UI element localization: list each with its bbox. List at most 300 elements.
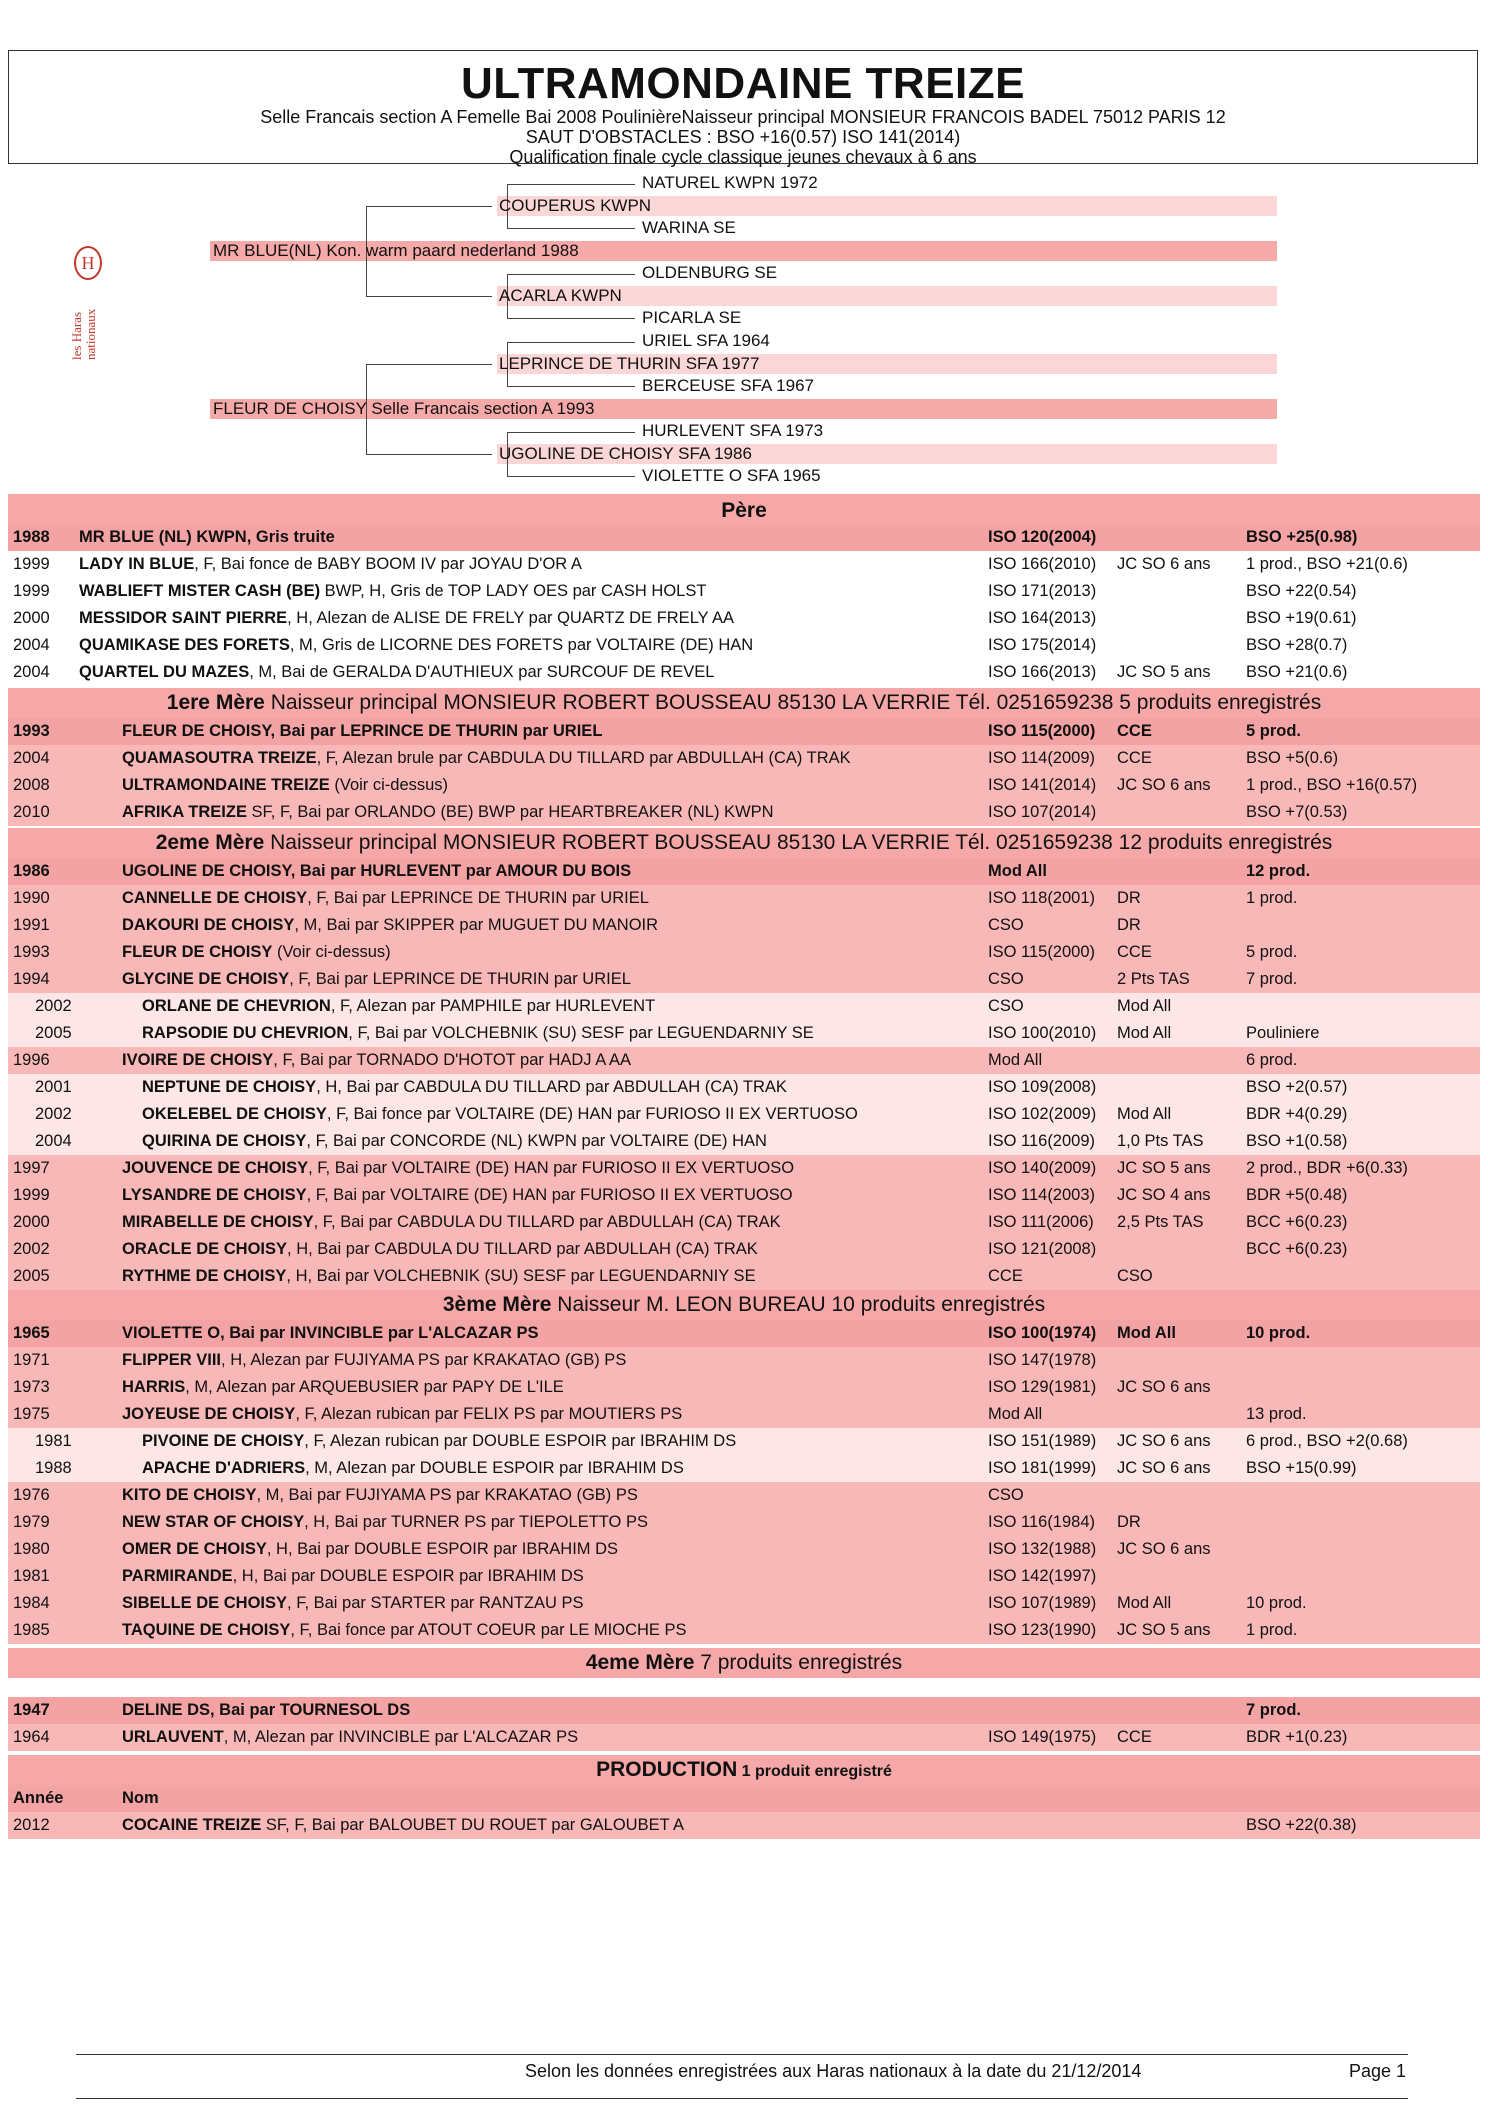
row-detail: , F, Bai par VOLCHEBNIK (SU) SESF par LEGUENDARNIY SE [348,1024,814,1042]
row-result: BSO +22(0.38) [1246,1816,1357,1834]
row-year: 1991 [13,916,50,934]
row-result: BSO +5(0.6) [1246,749,1339,767]
section-production-label: PRODUCTION [596,1758,738,1781]
ped-connector [366,364,492,365]
row-year: 2010 [13,803,50,821]
table-row [8,912,1480,939]
ped-sire-sire: COUPERUS KWPN [499,196,652,215]
row-year: 1979 [13,1513,50,1531]
row-qualif: Mod All [1117,1324,1176,1342]
row-name [122,1047,631,1074]
row-name: VIOLETTE O, Bai par INVINCIBLE par L'ALCAZAR PS [122,1324,539,1342]
table-row [8,1401,1480,1428]
row-year: 2001 [35,1078,72,1096]
row-result: BSO +25(0.98) [1246,528,1358,546]
row-horse-name: MESSIDOR SAINT PIERRE [79,609,288,627]
row-year: 1999 [13,555,50,573]
row-horse-name: QUARTEL DU MAZES [79,663,250,681]
row-detail: , F, Alezan par PAMPHILE par HURLEVENT [330,997,656,1015]
row-detail: , H, Alezan par FUJIYAMA PS par KRAKATAO (GB) PS [221,1351,627,1369]
row-index: ISO 116(2009) [988,1132,1096,1150]
section-mere4-label: 4eme Mère [585,1651,695,1674]
ped-connector [507,184,635,185]
row-name [122,1812,684,1839]
row-index: CCE [988,1267,1023,1285]
row-name [122,1617,687,1644]
row-year: 2004 [13,636,50,654]
row-year: 2004 [13,749,50,767]
section-mere2 [8,828,1480,858]
row-name [122,966,631,993]
row-name [122,1590,584,1617]
row-detail: SF, F, Bai par ORLANDO (BE) BWP par HEARTBREAKER (NL) KWPN [246,803,774,821]
row-detail: , M, Bai de GERALDA D'AUTHIEUX par SURCOUF DE REVEL [249,663,715,681]
row-horse-name: QUAMASOUTRA TREIZE [122,749,317,767]
section-mere4-breeder: 7 produits enregistrés [694,1651,903,1674]
row-year: 2004 [13,663,50,681]
row-qualif: Mod All [1117,997,1172,1015]
row-index: ISO 140(2009) [988,1159,1097,1177]
row-index: ISO 114(2003) [988,1186,1096,1204]
table-row [8,1101,1480,1128]
row-year: 2005 [13,1267,50,1285]
row-detail: , F, Alezan rubican par FELIX PS par MOUTIERS PS [295,1405,683,1423]
ped-sire-dam-sire: OLDENBURG SE [642,263,778,282]
table-row [8,1536,1480,1563]
row-index: ISO 166(2013) [988,663,1097,681]
row-result: 1 prod. [1246,1621,1298,1639]
row-qualif: CSO [1117,1267,1153,1285]
table-row [8,885,1480,912]
footer-top-rule [76,2054,1408,2055]
row-detail: , M, Bai par SKIPPER par MUGUET DU MANOIR [294,916,659,934]
row-result: 13 prod. [1246,1405,1307,1423]
row-index: CSO [988,1486,1024,1504]
row-result: 5 prod. [1246,722,1302,740]
row-name [122,1209,781,1236]
row-horse-name: GLYCINE DE CHOISY [122,970,290,988]
section-mere1 [8,688,1480,718]
row-index: CSO [988,916,1024,934]
row-detail: , M, Alezan par DOUBLE ESPOIR par IBRAHIM DS [305,1459,684,1477]
table-row [8,605,1480,632]
row-year: 1985 [13,1621,50,1639]
row-horse-name: ULTRAMONDAINE TREIZE [122,776,330,794]
row-index: ISO 164(2013) [988,609,1097,627]
row-name [79,578,706,605]
row-qualif: DR [1117,889,1141,907]
row-index: ISO 123(1990) [988,1621,1097,1639]
row-index: ISO 115(2000) [988,722,1096,740]
row-name [122,1563,584,1590]
ped-connector [507,318,635,319]
row-detail: , M, Bai par FUJIYAMA PS par KRAKATAO (GB) PS [256,1486,638,1504]
row-index: ISO 107(2014) [988,803,1097,821]
row-horse-name: RAPSODIE DU CHEVRION [142,1024,349,1042]
row-detail: , H, Bai par TURNER PS par TIEPOLETTO PS [304,1513,648,1531]
row-name [142,1074,787,1101]
row-year: 1964 [13,1728,50,1746]
row-qualif: JC SO 6 ans [1117,555,1211,573]
table-row [8,1263,1480,1290]
row-result: 12 prod. [1246,862,1311,880]
table-row [8,993,1480,1020]
row-result: BSO +22(0.54) [1246,582,1357,600]
row-qualif: CCE [1117,1728,1152,1746]
haras-nationaux-logo [64,240,114,360]
row-result: BSO +28(0.7) [1246,636,1348,654]
table-row [8,1209,1480,1236]
row-detail: (Voir ci-dessus) [329,776,449,794]
row-index: Mod All [988,862,1047,880]
row-year: 1997 [13,1159,50,1177]
row-horse-name: COCAINE TREIZE [122,1816,262,1834]
row-name [122,1509,648,1536]
ped-dam-dam-sire: HURLEVENT SFA 1973 [642,421,824,440]
row-detail: , H, Bai par CABDULA DU TILLARD par ABDULLAH (CA) TRAK [287,1240,758,1258]
row-detail: , H, Bai par CABDULA DU TILLARD par ABDULLAH (CA) TRAK [316,1078,787,1096]
table-row [8,1509,1480,1536]
row-result: BSO +19(0.61) [1246,609,1357,627]
table-row [8,524,1480,551]
row-horse-name: SIBELLE DE CHOISY [122,1594,288,1612]
row-detail: , F, Bai par VOLTAIRE (DE) HAN par FURIOSO II EX VERTUOSO [308,1159,795,1177]
row-name [122,1401,682,1428]
row-index: ISO 181(1999) [988,1459,1097,1477]
row-qualif: Mod All [1117,1594,1172,1612]
row-horse-name: FLIPPER VIII [122,1351,222,1369]
row-result: 7 prod. [1246,970,1298,988]
row-horse-name: ORLANE DE CHEVRION [142,997,331,1015]
table-row [8,1155,1480,1182]
table-row [8,1724,1480,1751]
row-name: FLEUR DE CHOISY, Bai par LEPRINCE DE THURIN par URIEL [122,722,603,740]
row-index: ISO 142(1997) [988,1567,1097,1585]
row-result: 6 prod., BSO +2(0.68) [1246,1432,1408,1450]
row-qualif: JC SO 6 ans [1117,1540,1211,1558]
table-row [8,1128,1480,1155]
row-detail: SF, F, Bai par BALOUBET DU ROUET par GALOUBET A [261,1816,685,1834]
row-qualif: JC SO 6 ans [1117,1432,1211,1450]
row-horse-name: NEW STAR OF CHOISY [122,1513,305,1531]
ped-connector [507,274,635,275]
row-horse-name: RYTHME DE CHOISY [122,1267,287,1285]
row-name [122,1263,756,1290]
table-row [8,718,1480,745]
section-mere3-breeder: Naisseur M. LEON BUREAU 10 produits enregistrés [551,1293,1046,1316]
section-mere2-label: 2eme Mère [155,831,265,854]
ped-sire-sire-dam: WARINA SE [642,218,736,237]
row-index: CSO [988,970,1024,988]
row-name [122,939,391,966]
section-mere4 [8,1648,1480,1678]
section-mere2-breeder: Naisseur principal MONSIEUR ROBERT BOUSSEAU 85130 LA VERRIE Tél. 0251659238 12 produits enregistrés [264,831,1333,854]
row-horse-name: WABLIEFT MISTER CASH (BE) [79,582,321,600]
row-year: 2000 [13,609,50,627]
row-horse-name: AFRIKA TREIZE [122,803,247,821]
row-result: BSO +1(0.58) [1246,1132,1348,1150]
qualification: Qualification finale cycle classique jeunes chevaux à 6 ans [509,147,977,167]
ped-connector [366,206,492,207]
row-index: ISO 109(2008) [988,1078,1097,1096]
row-name [122,912,658,939]
row-name [79,605,734,632]
row-index: ISO 175(2014) [988,636,1097,654]
row-index: ISO 166(2010) [988,555,1097,573]
row-result: BCC +6(0.23) [1246,1213,1348,1231]
row-horse-name: JOUVENCE DE CHOISY [122,1159,309,1177]
row-detail: BWP, H, Gris de TOP LADY OES par CASH HOLST [320,582,707,600]
row-name [142,1020,814,1047]
row-year: 1990 [13,889,50,907]
row-result: 10 prod. [1246,1324,1311,1342]
row-qualif: Mod All [1117,1105,1172,1123]
row-detail: , H, Alezan de ALISE DE FRELY par QUARTZ DE FRELY AA [287,609,735,627]
row-name [122,1536,618,1563]
section-mere1-label: 1ere Mère [166,691,265,714]
table-row [8,1047,1480,1074]
row-detail: , F, Bai par CONCORDE (NL) KWPN par VOLTAIRE (DE) HAN [306,1132,767,1150]
row-year: 1994 [13,970,50,988]
row-horse-name: DAKOURI DE CHOISY [122,916,295,934]
row-year: 2004 [35,1132,72,1150]
row-qualif: DR [1117,916,1141,934]
row-index: ISO 111(2006) [988,1213,1094,1231]
row-qualif: DR [1117,1513,1141,1531]
row-horse-name: PIVOINE DE CHOISY [142,1432,305,1450]
row-index: ISO 114(2009) [988,749,1096,767]
row-result: 7 prod. [1246,1701,1302,1719]
row-horse-name: QUAMIKASE DES FORETS [79,636,290,654]
table-row [8,1428,1480,1455]
row-result: 1 prod., BSO +21(0.6) [1246,555,1408,573]
row-result: Pouliniere [1246,1024,1320,1042]
ped-sire: MR BLUE(NL) Kon. warm paard nederland 1988 [213,241,579,260]
row-year: 1986 [13,862,50,880]
row-result: BDR +5(0.48) [1246,1186,1348,1204]
row-year: 1996 [13,1051,50,1069]
row-year: 1993 [13,722,50,740]
row-index: ISO 100(1974) [988,1324,1097,1342]
row-qualif: JC SO 6 ans [1117,776,1211,794]
row-index: ISO 129(1981) [988,1378,1097,1396]
row-detail: , M, Alezan par ARQUEBUSIER par PAPY DE L'ILE [185,1378,564,1396]
ped-connector [507,342,635,343]
row-result: BCC +6(0.23) [1246,1240,1348,1258]
row-index: ISO 149(1975) [988,1728,1097,1746]
table-row [8,1697,1480,1724]
row-name [122,1374,564,1401]
row-detail: , F, Bai par TORNADO D'HOTOT par HADJ A AA [273,1051,631,1069]
row-name [122,1347,626,1374]
row-result: 1 prod., BSO +16(0.57) [1246,776,1418,794]
header-box [8,50,1478,167]
section-production [8,1755,1480,1785]
row-qualif: Mod All [1117,1024,1172,1042]
row-name: DELINE DS, Bai par TOURNESOL DS [122,1701,411,1719]
row-year: 1973 [13,1378,50,1396]
row-name [142,1428,736,1455]
row-result: 5 prod. [1246,943,1298,961]
row-year: 1981 [35,1432,72,1450]
table-row [8,1482,1480,1509]
row-qualif: JC SO 5 ans [1117,663,1211,681]
row-horse-name: MIRABELLE DE CHOISY [122,1213,314,1231]
row-year: 1984 [13,1594,50,1612]
row-horse-name: APACHE D'ADRIERS [142,1459,306,1477]
ped-connector [507,432,635,433]
horse-title: ULTRAMONDAINE TREIZE [460,59,1026,108]
row-index: ISO 102(2009) [988,1105,1097,1123]
row-detail: (Voir ci-dessus) [272,943,391,961]
row-horse-name: KITO DE CHOISY [122,1486,257,1504]
ped-sire-sire-sire: NATUREL KWPN 1972 [642,173,818,192]
row-result: BSO +21(0.6) [1246,663,1348,681]
row-horse-name: IVOIRE DE CHOISY [122,1051,274,1069]
row-year: 2002 [35,1105,72,1123]
row-name [122,745,851,772]
row-result: BSO +7(0.53) [1246,803,1348,821]
row-horse-name: LYSANDRE DE CHOISY [122,1186,307,1204]
horse-description: Selle Francais section A Femelle Bai 2008 PoulinièreNaisseur principal MONSIEUR FRANCOIS BADEL 75012 PARIS 12 [260,107,1226,127]
ped-dam-dam: UGOLINE DE CHOISY SFA 1986 [499,444,752,463]
row-name [122,1482,638,1509]
row-name [122,1236,758,1263]
row-detail: , M, Alezan par INVINCIBLE par L'ALCAZAR PS [223,1728,579,1746]
row-horse-name: JOYEUSE DE CHOISY [122,1405,296,1423]
section-production-count: 1 produit enregistré [737,1763,892,1780]
footer-bottom-rule [76,2098,1408,2099]
row-detail: , F, Bai par CABDULA DU TILLARD par ABDULLAH (CA) TRAK [313,1213,781,1231]
table-row [8,1347,1480,1374]
row-detail: , F, Bai par VOLTAIRE (DE) HAN par FURIOSO II EX VERTUOSO [306,1186,793,1204]
row-horse-name: OMER DE CHOISY [122,1540,267,1558]
row-qualif: CCE [1117,722,1152,740]
row-qualif: CCE [1117,943,1152,961]
row-year: 1965 [13,1324,50,1342]
column-header-year: Année [13,1789,64,1807]
row-qualif: JC SO 5 ans [1117,1159,1211,1177]
row-name [122,799,774,826]
haras-h-icon: H [74,246,102,280]
table-row [8,745,1480,772]
row-horse-name: OKELEBEL DE CHOISY [142,1105,327,1123]
page-number: Page 1 [1349,2061,1407,2081]
row-detail: , F, Bai fonce par ATOUT COEUR par LE MIOCHE PS [290,1621,687,1639]
row-result: BDR +1(0.23) [1246,1728,1348,1746]
table-row [8,858,1480,885]
row-horse-name: PARMIRANDE [122,1567,233,1585]
row-detail: , F, Alezan brule par CABDULA DU TILLARD par ABDULLAH (CA) TRAK [316,749,851,767]
row-detail: , F, Bai fonce par VOLTAIRE (DE) HAN par FURIOSO II EX VERTUOSO [326,1105,858,1123]
row-year: 2005 [35,1024,72,1042]
row-year: 1980 [13,1540,50,1558]
table-row [8,772,1480,799]
row-result: 2 prod., BDR +6(0.33) [1246,1159,1408,1177]
row-index: ISO 115(2000) [988,943,1096,961]
row-index: ISO 171(2013) [988,582,1097,600]
row-name: MR BLUE (NL) KWPN, Gris truite [79,528,335,546]
table-row [8,1590,1480,1617]
row-name [122,1182,793,1209]
row-index: ISO 120(2004) [988,528,1097,546]
row-result: BDR +4(0.29) [1246,1105,1348,1123]
ped-dam-sire-sire: URIEL SFA 1964 [642,331,770,350]
ped-connector [507,476,635,477]
row-name [122,1724,578,1751]
section-mere3 [8,1290,1480,1320]
row-year: 1999 [13,582,50,600]
row-year: 1976 [13,1486,50,1504]
row-name [142,1128,767,1155]
row-qualif: JC SO 5 ans [1117,1621,1211,1639]
logo-text: les Haras nationaux [69,308,98,360]
row-result: BSO +2(0.57) [1246,1078,1348,1096]
table-row [8,1182,1480,1209]
row-index: ISO 132(1988) [988,1540,1097,1558]
row-index: ISO 100(2010) [988,1024,1097,1042]
row-horse-name: TAQUINE DE CHOISY [122,1621,291,1639]
row-year: 2008 [13,776,50,794]
row-qualif: 1,0 Pts TAS [1117,1132,1204,1150]
table-row [8,1455,1480,1482]
row-horse-name: ORACLE DE CHOISY [122,1240,288,1258]
table-row [8,1563,1480,1590]
ped-dam-sire: LEPRINCE DE THURIN SFA 1977 [499,354,760,373]
table-row [8,1320,1480,1347]
row-qualif: 2,5 Pts TAS [1117,1213,1204,1231]
row-result: 6 prod. [1246,1051,1298,1069]
row-result: 10 prod. [1246,1594,1307,1612]
table-header-row [8,1785,1480,1812]
row-year: 2002 [13,1240,50,1258]
row-index: ISO 151(1989) [988,1432,1097,1450]
row-index: ISO 141(2014) [988,776,1097,794]
row-year: 1947 [13,1701,50,1719]
table-row [8,1374,1480,1401]
row-qualif: JC SO 6 ans [1117,1378,1211,1396]
table-row [8,1617,1480,1644]
table-row [8,1812,1480,1839]
row-qualif: 2 Pts TAS [1117,970,1190,988]
row-detail: , F, Bai fonce de BABY BOOM IV par JOYAU D'OR A [194,555,582,573]
row-year: 1981 [13,1567,50,1585]
row-detail: , F, Bai par STARTER par RANTZAU PS [287,1594,584,1612]
row-detail: , F, Alezan rubican par DOUBLE ESPOIR par IBRAHIM DS [304,1432,737,1450]
table-row [8,966,1480,993]
row-horse-name: QUIRINA DE CHOISY [142,1132,307,1150]
row-name [79,659,714,686]
row-year: 2000 [13,1213,50,1231]
row-year: 1999 [13,1186,50,1204]
row-horse-name: LADY IN BLUE [79,555,195,573]
table-row [8,659,1480,686]
row-horse-name: CANNELLE DE CHOISY [122,889,308,907]
row-name [142,1455,684,1482]
table-row [8,632,1480,659]
row-name [122,1155,794,1182]
table-row [8,578,1480,605]
section-mere3-label: 3ème Mère [442,1293,552,1316]
row-name [142,993,655,1020]
ped-connector [366,296,492,297]
row-horse-name: NEPTUNE DE CHOISY [142,1078,317,1096]
row-name [122,885,649,912]
row-detail: , H, Bai par VOLCHEBNIK (SU) SESF par LEGUENDARNIY SE [286,1267,756,1285]
ped-dam: FLEUR DE CHOISY Selle Francais section A 1993 [213,399,595,418]
row-index: ISO 121(2008) [988,1240,1097,1258]
row-name [122,772,448,799]
